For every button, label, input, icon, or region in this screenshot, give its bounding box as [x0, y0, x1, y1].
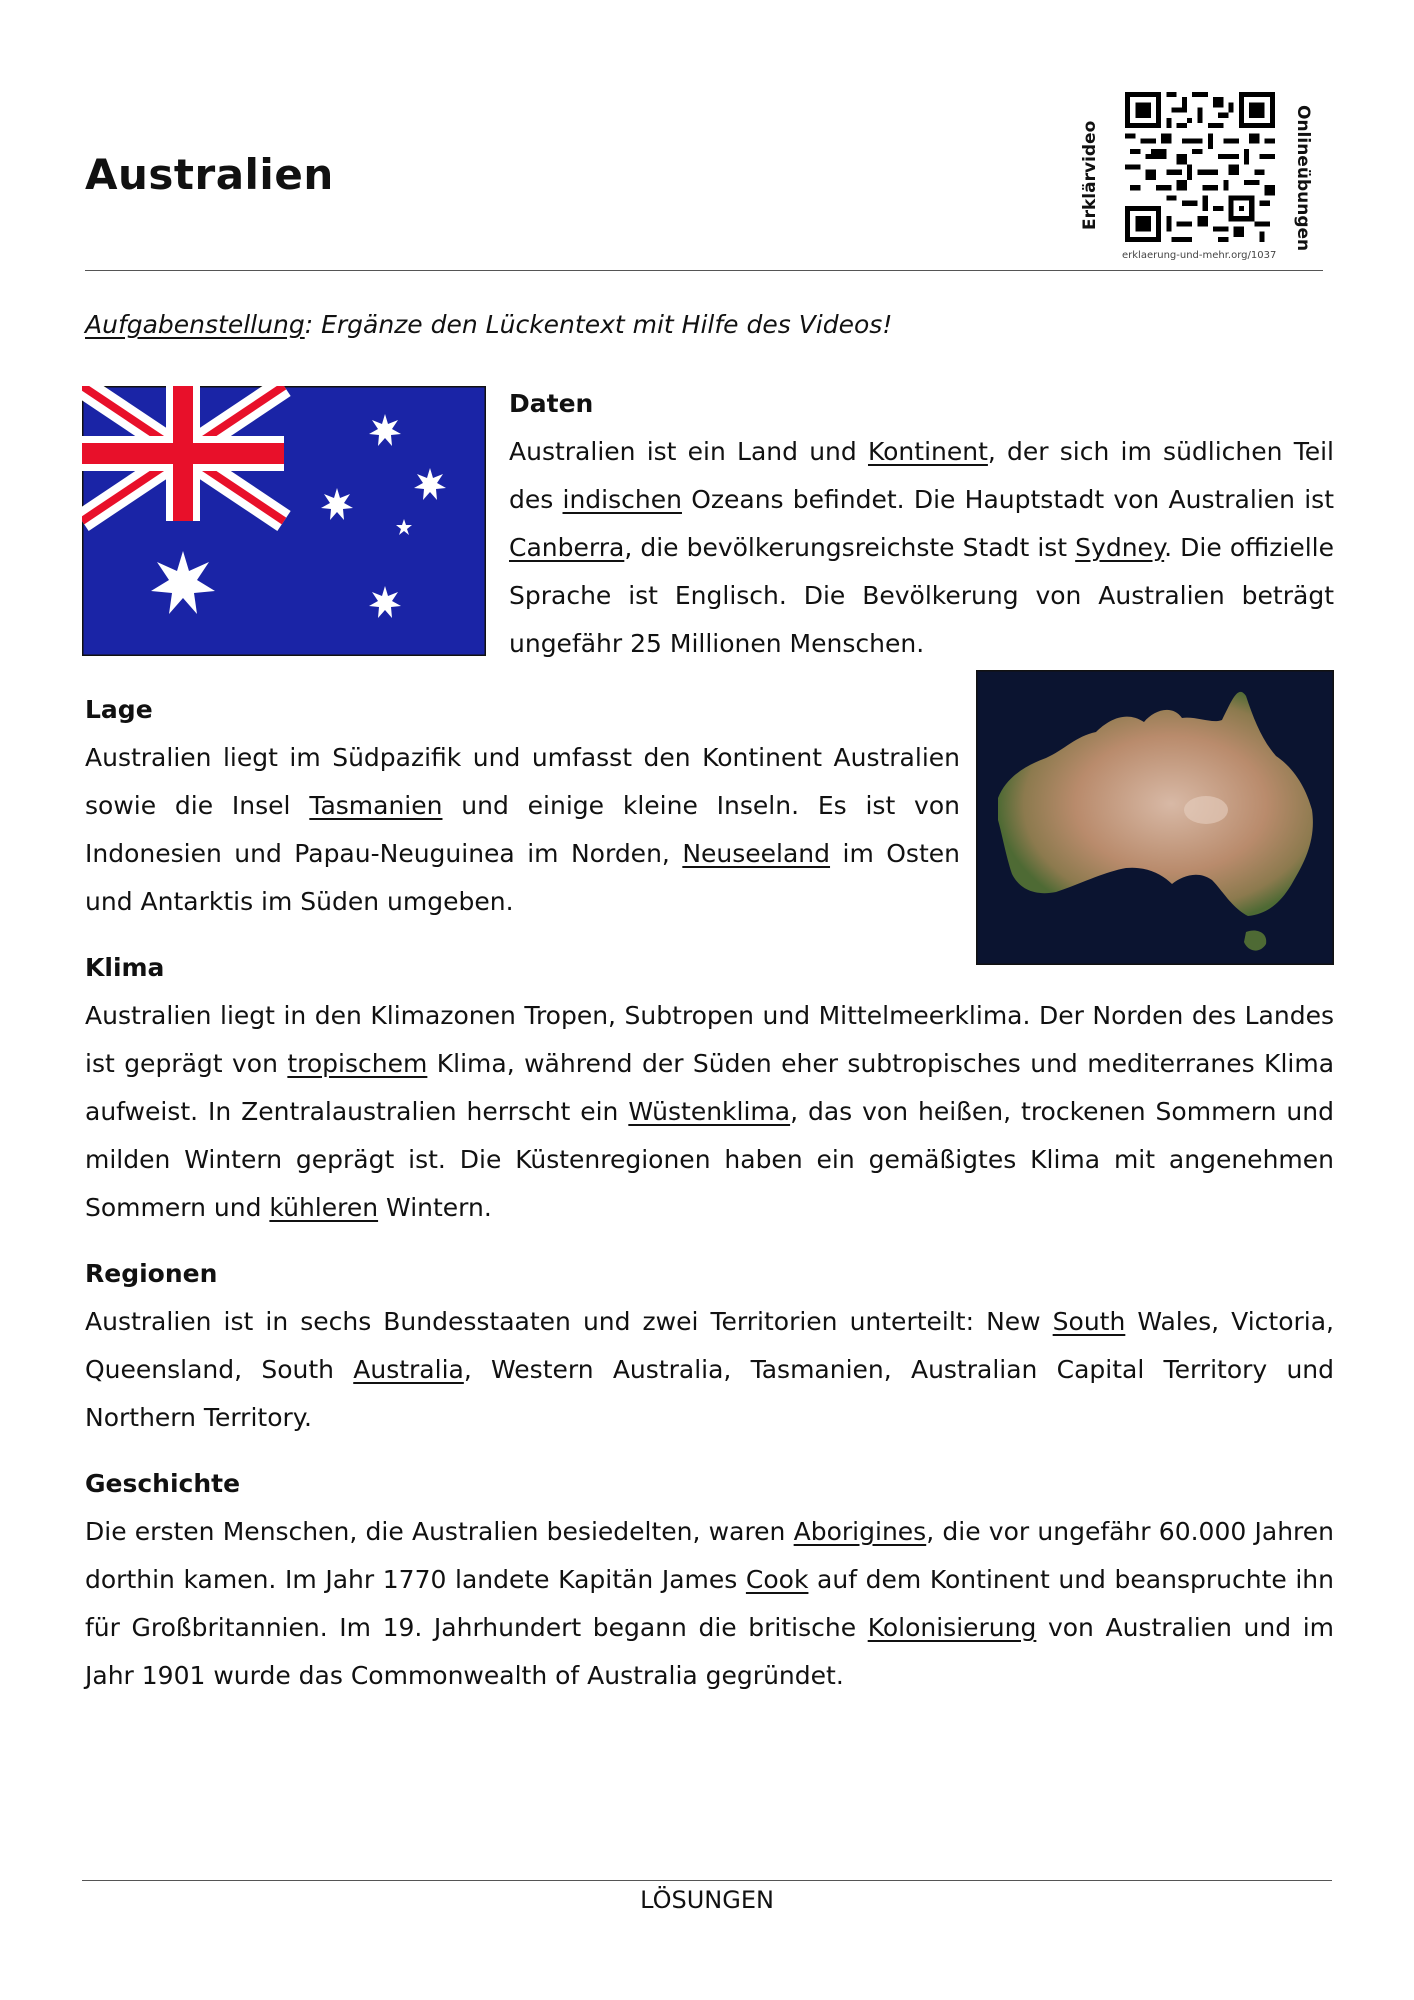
section-regionen: [85, 1250, 1334, 1442]
section-heading: Regionen: [85, 1259, 218, 1288]
task-label: Aufgabenstellung: [85, 310, 305, 339]
section-daten: [509, 380, 1334, 668]
answer-word: Aborigines: [793, 1517, 927, 1546]
qr-code[interactable]: [1125, 92, 1275, 242]
section-text: Die ersten Menschen, die Australien besiedelten, waren Aborigines, die vor ungefähr 60.000 Jahren dorthin kamen. Im Jahr 1770 landete Kapitän James Cook auf dem Kontinent und beanspruchte ihn für Großbritannien. Im 19. Jahrhundert begann die britische Kolonisierung von Australien und im Jahr 1901 wurde das Commonwealth of Australia gegründet.: [85, 1517, 1334, 1690]
answer-word: Canberra: [509, 533, 625, 562]
footer-divider: [82, 1880, 1332, 1881]
section-geschichte: [85, 1460, 1334, 1700]
answer-word: Cook: [745, 1565, 809, 1594]
section-heading: Klima: [85, 953, 165, 982]
header-divider: [85, 270, 1323, 271]
answer-word: Tasmanien: [309, 791, 443, 820]
answer-word: kühleren: [269, 1193, 379, 1222]
page-title: Australien: [85, 150, 334, 199]
section-text: Australien liegt im Südpazifik und umfasst den Kontinent Australien sowie die Insel Tasmanien und einige kleine Inseln. Es ist von Indonesien und Papau-Neuguinea im Norden, Neuseeland im Osten und Antarktis im Süden umgeben.: [85, 743, 960, 916]
qr-label-explainer-video: Erklärvideo: [1080, 120, 1100, 230]
section-lage: [85, 686, 960, 926]
australia-satellite-image: [976, 670, 1334, 965]
answer-word: Neuseeland: [682, 839, 831, 868]
answer-word: Wüstenklima: [628, 1097, 791, 1126]
qr-label-online-exercises: Onlineübungen: [1293, 105, 1313, 252]
section-text: Australien ist in sechs Bundesstaaten und zwei Territorien unterteilt: New South Wales, Victoria, Queensland, South Australia, Western Australia, Tasmanien, Australian Capital Territory und Northern Territory.: [85, 1307, 1334, 1432]
section-heading: Lage: [85, 695, 153, 724]
answer-word: Kolonisierung: [867, 1613, 1037, 1642]
task-instruction: [85, 310, 892, 339]
answer-word: Australia: [353, 1355, 464, 1384]
answer-word: tropischem: [287, 1049, 428, 1078]
section-heading: Daten: [509, 389, 594, 418]
qr-url[interactable]: erklaerung-und-mehr.org/1037: [1122, 250, 1277, 261]
section-heading: Geschichte: [85, 1469, 241, 1498]
section-klima: [85, 944, 1334, 1232]
task-text: : Ergänze den Lückentext mit Hilfe des Videos!: [304, 310, 893, 339]
answer-word: indischen: [562, 485, 682, 514]
section-text: Australien ist ein Land und Kontinent, der sich im südlichen Teil des indischen Ozeans befindet. Die Hauptstadt von Australien ist Canberra, die bevölkerungsreichste Stadt ist Sydney. Die offizielle Sprache ist Englisch. Die Bevölkerung von Australien beträgt ungefähr 25 Millionen Menschen.: [509, 437, 1335, 658]
answer-word: South: [1052, 1307, 1126, 1336]
answer-word: Sydney: [1075, 533, 1165, 562]
answer-word: Kontinent: [867, 437, 988, 466]
section-text: Australien liegt in den Klimazonen Tropen, Subtropen und Mittelmeerklima. Der Norden des Landes ist geprägt von tropischem Klima, während der Süden eher subtropisches und mediterranes Klima aufweist. In Zentralaustralien herrscht ein Wüstenklima, das von heißen, trockenen Sommern und milden Wintern geprägt ist. Die Küstenregionen haben ein gemäßigtes Klima mit angenehmen Sommern und kühleren Wintern.: [85, 1001, 1335, 1222]
australia-flag-image: [82, 386, 486, 656]
footer-label: LÖSUNGEN: [640, 1886, 774, 1914]
